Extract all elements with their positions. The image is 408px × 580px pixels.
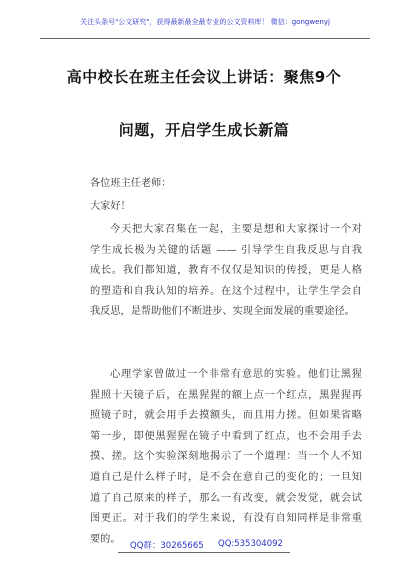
paragraph-2: [90, 365, 362, 550]
header-divider: [40, 38, 370, 39]
paragraph-line: 的塑造和自我认知的培养。在这个过程中，让学生学会自: [90, 285, 362, 297]
paragraph-line: 摸、搓。这个实验深刻地揭示了一个道理：当一个人不知: [90, 451, 362, 463]
paragraph-line: 学生成长极为关键的话题 —— 引导学生自我反思与自我: [90, 244, 362, 256]
page-header: [40, 14, 370, 42]
paragraph-line: 我反思，是帮助他们不断进步、实现全面发展的重要途径。: [90, 306, 355, 318]
page-footer: [0, 536, 408, 556]
document-title-line-1: 高中校长在班主任会议上讲话：聚焦9个: [66, 68, 342, 86]
footer-qq: QQ:535304092: [218, 539, 283, 549]
paragraph-line: 心理学家曾做过一个非常有意思的实验。他们让黑猩: [110, 369, 362, 380]
paragraph-line: 要的。: [90, 533, 121, 545]
paragraph-line: 道了自己原来的样子，那么一有改变，就会发觉，就会试: [90, 492, 362, 504]
paragraph-line: 图更正。对于我们的学生来说，有没有自知同样是非常重: [90, 513, 362, 525]
paragraph-line: 成长。我们都知道，教育不仅仅是知识的传授，更是人格: [90, 265, 362, 277]
paragraph-line: 道自己是什么样子时，是不会在意自己的变化的；一旦知: [90, 471, 362, 483]
header-notice: 关注头条号"公文研究"，获得最新最全最专业的公文资料库！ 微信：gongwenyj: [80, 18, 330, 26]
paragraph-line: 第一步，即便黑猩猩在镜子中看到了红点，也不会用手去: [90, 430, 362, 442]
paragraph-1: [90, 220, 362, 323]
paragraph-line: 照镜子时，就会用手去摸额头，而且用力搓。但如果省略: [90, 410, 362, 422]
footer-divider: [118, 552, 290, 553]
paragraph-line: 今天把大家召集在一起，主要是想和大家探讨一个对: [110, 224, 362, 235]
greeting: 大家好！: [90, 201, 131, 212]
footer-qq-group: QQ群：30265665: [130, 541, 204, 551]
document-title-line-2: 问题，开启学生成长新篇: [118, 121, 290, 139]
salutation: 各位班主任老师：: [90, 178, 172, 189]
paragraph-line: 猩照十天镜子后，在黑猩猩的额上点一个红点，黑猩猩再: [90, 389, 362, 401]
